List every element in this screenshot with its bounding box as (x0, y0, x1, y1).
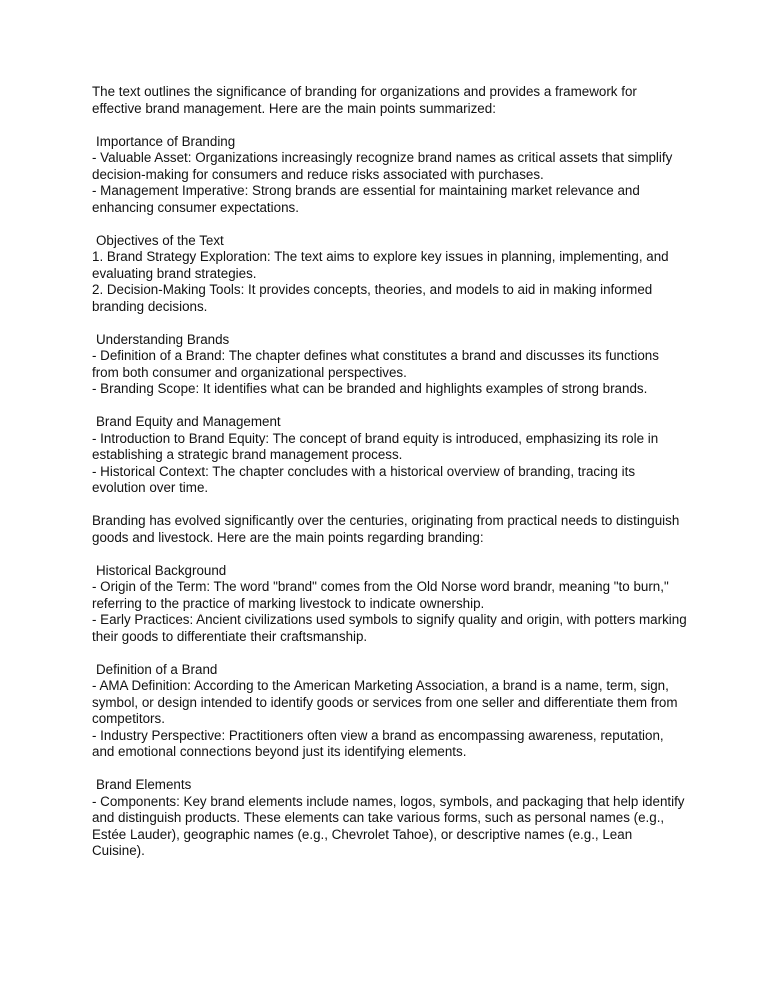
list-item: - Industry Perspective: Practitioners often view a brand as encompassing awareness, reputation, and emotional connections beyond just its identifying elements. (92, 727, 664, 759)
intro-text: The text outlines the significance of branding for organizations and provides a framework for effective brand management. Here are the main points summarized: (92, 84, 641, 116)
section-objectives-of-the-text (92, 233, 688, 316)
list-item: - Historical Context: The chapter concludes with a historical overview of branding, tracing its evolution over time. (92, 463, 636, 495)
list-item: - Introduction to Brand Equity: The concept of brand equity is introduced, emphasizing its role in establishing a strategic brand management process. (92, 430, 659, 462)
section-heading: Brand Equity and Management (96, 414, 281, 429)
bullet-list (92, 794, 688, 860)
list-item: 1. Brand Strategy Exploration: The text aims to explore key issues in planning, implementing, and evaluating brand strategies. (92, 249, 669, 281)
list-item: - Components: Key brand elements include names, logos, symbols, and packaging that help identify and distinguish products. These elements can take various forms, such as personal names (e.g., Estée Lauder), geographic names (e.g., Chevrolet Tahoe), or descriptive names (e.g., Lean Cuisine). (92, 793, 685, 858)
bullet-list (92, 678, 688, 761)
intro-text: Branding has evolved significantly over the centuries, originating from practical needs to distinguish goods and livestock. Here are the main points regarding branding: (92, 513, 684, 545)
section-heading: Importance of Branding (96, 133, 236, 149)
section-importance-of-branding (92, 134, 688, 217)
list-item: - Valuable Asset: Organizations increasingly recognize brand names as critical assets that simplify decision-making for consumers and reduce risks associated with purchases. (92, 150, 673, 182)
section-understanding-brands (92, 332, 688, 398)
numbered-list (92, 249, 688, 315)
list-item: - Definition of a Brand: The chapter defines what constitutes a brand and discusses its functions from both consumer and organizational perspectives. (92, 348, 659, 380)
list-item: - Management Imperative: Strong brands are essential for maintaining market relevance and enhancing consumer expectations. (92, 183, 640, 215)
section-brand-elements (92, 777, 688, 860)
section-heading: Understanding Brands (96, 331, 230, 347)
section-heading: Historical Background (96, 562, 227, 578)
section-heading: Brand Elements (96, 777, 192, 792)
list-item: - Early Practices: Ancient civilizations used symbols to signify quality and origin, with potters marking their goods to differentiate their craftsmanship. (92, 612, 687, 644)
section-brand-equity-and-management (92, 414, 688, 497)
bullet-list (92, 348, 688, 398)
list-item: - Origin of the Term: The word "brand" comes from the Old Norse word brandr, meaning "to burn," referring to the practice of marking livestock to indicate ownership. (92, 579, 669, 611)
list-item: - AMA Definition: According to the American Marketing Association, a brand is a name, term, sign, symbol, or design intended to identify goods or services from one seller and differentiate them from competitors. (92, 678, 678, 726)
bullet-list (92, 150, 688, 216)
section-definition-of-a-brand (92, 662, 688, 761)
bullet-list (92, 431, 688, 497)
intro-paragraph-2 (92, 513, 688, 546)
list-item: 2. Decision-Making Tools: It provides concepts, theories, and models to aid in making informed branding decisions. (92, 282, 653, 314)
section-historical-background (92, 563, 688, 646)
list-item: - Branding Scope: It identifies what can be branded and highlights examples of strong brands. (92, 381, 648, 396)
section-heading: Definition of a Brand (96, 661, 218, 677)
bullet-list (92, 579, 688, 645)
intro-paragraph-1 (92, 84, 688, 117)
section-heading: Objectives of the Text (96, 232, 224, 248)
